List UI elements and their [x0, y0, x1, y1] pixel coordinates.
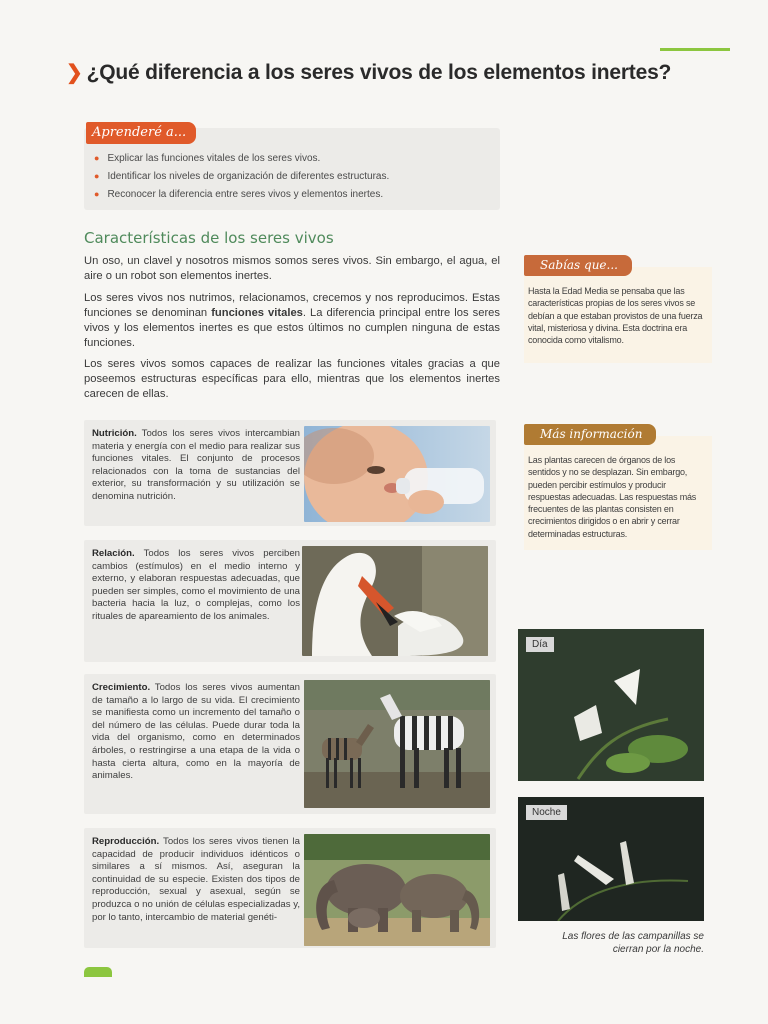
chevron-right-icon: ❯: [66, 62, 83, 84]
list-item-text: Reconocer la diferencia entre seres vivos y elementos inertes.: [107, 189, 384, 200]
mas-informacion-tag: Más información: [524, 424, 656, 445]
page-title: [66, 60, 746, 85]
paragraph-1: Un oso, un clavel y nosotros mismos somos seres vivos. Sin embargo, el agua, el aire o un robot son elementos inertes.: [84, 255, 500, 282]
top-accent-line: [660, 48, 730, 51]
card-text: [92, 548, 300, 624]
zebras-image: [304, 680, 490, 808]
list-item: [94, 189, 389, 200]
bullet-icon: ●: [94, 171, 100, 181]
card-nutricion: [84, 420, 496, 526]
zebras-illustration: [304, 680, 490, 808]
paragraph-2-part-a: Los seres vivos nos nutrimos, relacionamos, crecemos y nos reproducimos. Estas funciones se denominan: [84, 292, 500, 319]
paragraph-2: [84, 291, 500, 351]
learning-objectives-list: [94, 153, 389, 207]
sabias-que-box: [524, 258, 712, 363]
card-body: Todos los seres vivos tienen la capacidad de producir individuos idénticos o similares a sí mismos. Así, aseguran la continuidad de su especie. Existen dos tipos de reproducción, sexual y asexual, según se produzca o no unión de células especializadas y, por lo tanto, intercambio de material genéti-: [92, 836, 300, 923]
card-crecimiento: [84, 674, 496, 814]
learning-objectives-tag: Aprenderé a...: [86, 122, 196, 144]
list-item-text: Explicar las funciones vitales de los seres vivos.: [107, 153, 321, 164]
card-text: [92, 836, 300, 924]
elephants-illustration: [304, 834, 490, 946]
bullet-icon: ●: [94, 153, 100, 163]
sabias-que-tag: Sabías que...: [524, 255, 632, 276]
card-body: Todos los seres vivos aumentan de tamaño a lo largo de su vida. El crecimiento se manifiesta como un incremento del tamaño o del número de las células. Puede durar toda la vida del organismo, como en determinados árboles, o restringirse a una etapa de la vida o hasta cierta altura, como en la mayoría de animales.: [92, 682, 300, 782]
paragraph-2-part-b: . La diferencia principal entre los seres vivos y los elementos inertes es que estos últimos no cumplen ninguna de estas funciones.: [84, 307, 500, 349]
learning-objectives-box: [84, 125, 500, 210]
paragraph-3: Los seres vivos somos capaces de realizar las funciones vitales gracias a que poseemos estructuras específicas para ello, mientras que los elementos inertes carecen de ellas.: [84, 358, 500, 400]
card-heading: Nutrición.: [92, 428, 137, 439]
page-title-text: ¿Qué diferencia a los seres vivos de los elementos inertes?: [86, 61, 672, 84]
card-body: Todos los seres vivos perciben cambios (estímulos) en el medio interno y externo, y elaboran respuestas adecuadas, que pueden ser simples, como el movimiento de una bacteria hacia la luz, o complejas, como los rituales de apareamiento de los animales.: [92, 548, 300, 622]
baby-bottle-image: [304, 426, 490, 522]
photo-caption: Las flores de las campanillas se cierran por la noche.: [562, 931, 704, 955]
list-item: [94, 171, 389, 182]
list-item: [94, 153, 389, 164]
card-heading: Crecimiento.: [92, 682, 151, 693]
card-heading: Relación.: [92, 548, 135, 559]
elephants-image: [304, 834, 490, 946]
swans-illustration: [302, 546, 488, 656]
swans-image: [302, 546, 488, 656]
card-body: Todos los seres vivos intercambian materia y energía con el medio para realizar sus funciones vitales. El conjunto de procesos relacionados con la toma de sustancias del exterior, su transformación y su utilización se denomina nutrición.: [92, 428, 300, 502]
flower-night-photo: [518, 797, 704, 921]
list-item-text: Identificar los niveles de organización de diferentes estructuras.: [107, 171, 390, 182]
flower-day-photo: [518, 629, 704, 781]
mas-informacion-text: Las plantas carecen de órganos de los sentidos y no se desplazan. Sin embargo, pueden percibir estímulos y producir respuestas adecuadas. Las respuestas más frecuentes de las plantas consisten en crecimientos dirigidos o en abrir y cerrar determinadas estructuras.: [528, 455, 697, 539]
mas-informacion-box: [524, 427, 712, 550]
bullet-icon: ●: [94, 189, 100, 199]
paragraph-2-bold: funciones vitales: [211, 307, 303, 319]
card-reproduccion: [84, 828, 496, 948]
card-heading: Reproducción.: [92, 836, 160, 847]
card-text: [92, 428, 300, 504]
night-label: Noche: [526, 805, 567, 820]
page-number-tab: [84, 967, 112, 977]
sabias-que-text: Hasta la Edad Media se pensaba que las características propias de los seres vivos se debían a que estaban provistos de una fuerza vital, misteriosa y divina. Esta doctrina era conocida como vitalismo.: [528, 286, 703, 346]
card-relacion: [84, 540, 496, 662]
day-label: Día: [526, 637, 554, 652]
section-title: Características de los seres vivos: [84, 229, 334, 247]
card-text: [92, 682, 300, 783]
baby-bottle-illustration: [304, 426, 490, 522]
